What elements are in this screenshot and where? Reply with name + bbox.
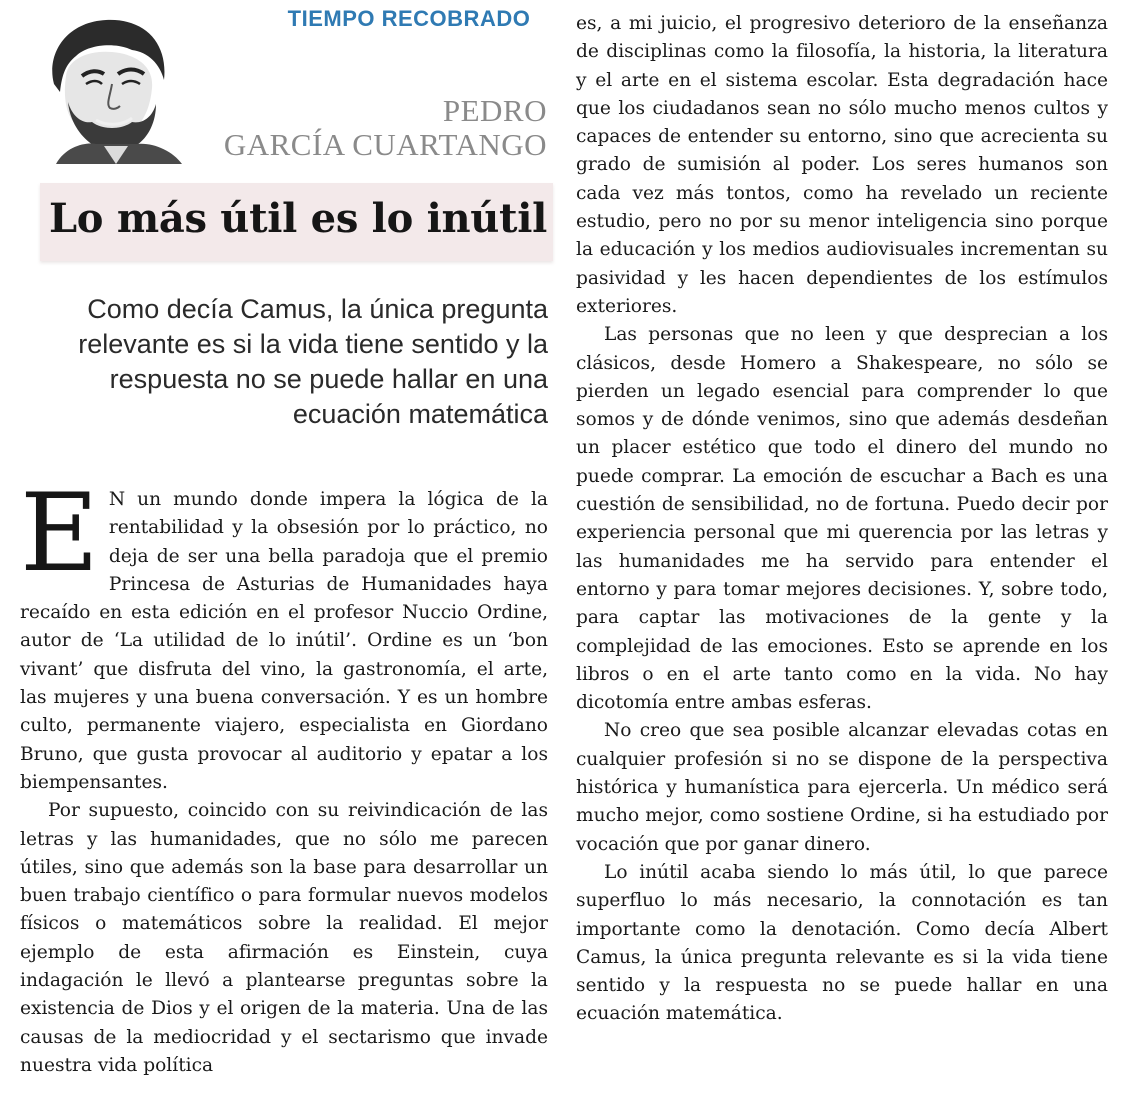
author-byline: [224, 94, 547, 162]
author-first-name: PEDRO: [442, 93, 547, 128]
paragraph-1: [20, 471, 548, 797]
author-portrait-illustration: [36, 14, 186, 164]
drop-cap: E: [20, 471, 99, 596]
paragraph-2-start: Por supuesto, coincido con su reivindicación de las letras y las humanidades, que no sólo me parecen útiles, sino que además son la base para desarrollar un buen trabajo científico o para formular nuevos modelos físicos o matemáticos sobre la realidad. El mejor ejemplo de esta afirmación es Einstein, cuya indagación le llevó a plantearse preguntas sobre la existencia de Dios y el origen de la materia. Una de las causas de la mediocridad y el sectarismo que invade nuestra vida política: [20, 800, 548, 1076]
headline-box: [40, 183, 553, 261]
article-column-right: [576, 10, 1108, 1029]
paragraph-1-text: N un mundo donde impera la lógica de la rentabilidad y la obsesión por lo práctico, no deja de ser una bella paradoja que el premio Princesa de Asturias de Humanidades haya recaído en esta edición en el profesor Nuccio Ordine, autor de ‘La utilidad de lo inútil’. Ordine es un ‘bon vivant’ que disfruta del vino, la gastronomía, el arte, las mujeres y una buena conversación. Y es un hombre culto, permanente viajero, especialista en Giordano Bruno, que gusta provocar al auditorio y epatar a los biempensantes.: [20, 489, 548, 793]
paragraph-5: Lo inútil acaba siendo lo más útil, lo que parece superfluo lo más necesario, la connotación es tan importante como la denotación. Como decía Albert Camus, la única pregunta relevante es si la vida tiene sentido y la respuesta no se puede hallar en una ecuación matemática.: [576, 861, 1108, 1025]
section-label: TIEMPO RECOBRADO: [287, 6, 531, 31]
article-column-left: [20, 471, 548, 1080]
paragraph-3: Las personas que no leen y que desprecian a los clásicos, desde Homero a Shakespeare, no sólo se pierden un legado esencial para comprender lo que somos y de dónde venimos, sino que además desdeñan un placer estético que todo el dinero del mundo no puede comprar. La emoción de escuchar a Bach es una cuestión de sensibilidad, no de fortuna. Puedo decir por experiencia personal que mi querencia por las letras y las humanidades me ha servido para entender el entorno y para tomar mejores decisiones. Y, sobre todo, para captar las motivaciones de la gente y la complejidad de las emociones. Esto se aprende en los libros o en el arte tanto como en la vida. No hay dicotomía entre ambas esferas.: [576, 324, 1108, 714]
author-last-name: GARCÍA CUARTANGO: [223, 127, 547, 162]
paragraph-2-end: es, a mi juicio, el progresivo deterioro de la enseñanza de disciplinas como la filosofía, la historia, la literatura y el arte en el sistema escolar. Esta degradación hace que los ciudadanos sean no sólo mucho menos cultos y capaces de entender su entorno, sino que acrecienta su grado de sumisión al poder. Los seres humanos son cada vez más tontos, como ha revelado un reciente estudio, pero no por su menor inteligencia sino porque la educación y los medios audiovisuales incrementan su pasividad y les hacen dependientes de los estímulos exteriores.: [576, 13, 1108, 317]
paragraph-4: No creo que sea posible alcanzar elevadas cotas en cualquier profesión si no se dispone de la perspectiva histórica y humanística para ejercerla. Un médico será mucho mejor, como sostiene Ordine, si ha estudiado por vocación que por ganar dinero.: [576, 720, 1108, 855]
headline: Lo más útil es lo inútil: [48, 195, 547, 242]
subtitle: Como decía Camus, la única pregunta relevante es si la vida tiene sentido y la respuesta no se puede hallar en una ecuación matemática: [78, 294, 548, 429]
